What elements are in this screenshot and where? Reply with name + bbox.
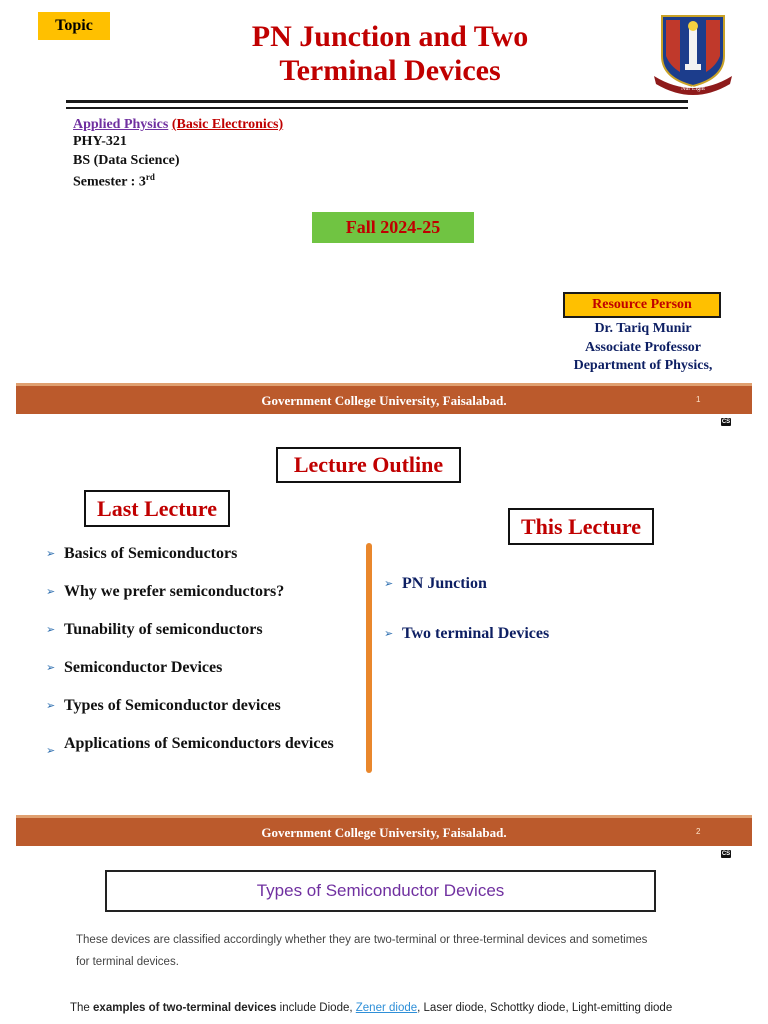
column-divider <box>366 543 372 773</box>
examples-mid: include Diode, <box>279 1002 353 1014</box>
arrow-bullet-icon: ➢ <box>46 699 56 712</box>
slide-title <box>160 20 620 88</box>
examples-bold: examples of two-terminal devices <box>93 1002 277 1014</box>
course-subject <box>73 117 283 133</box>
examples-rest: , Laser diode, Schottky diode, Light-emitting diode <box>417 1002 673 1014</box>
topic-badge: Topic <box>38 12 110 40</box>
semester-text: Semester : 3 <box>73 174 146 190</box>
this-lecture-heading: This Lecture <box>508 508 654 545</box>
title-line-1: PN Junction and Two <box>251 20 529 53</box>
list-item: ➢ Why we prefer semiconductors? <box>46 583 285 600</box>
page-number: 2 <box>696 827 701 836</box>
arrow-bullet-icon: ➢ <box>46 744 56 757</box>
footer-university: Government College University, Faisalabad. <box>261 393 507 408</box>
slide2-footer <box>16 815 752 846</box>
course-code: PHY-321 <box>73 134 127 149</box>
arrow-bullet-icon: ➢ <box>46 623 56 636</box>
examples-prefix: The <box>70 1002 90 1014</box>
paragraph-line-2: for terminal devices. <box>76 956 179 968</box>
page-number: 1 <box>696 395 701 404</box>
list-item: ➢ Types of Semiconductor devices <box>46 697 281 714</box>
list-item: ➢ Applications of Semiconductors devices <box>46 727 346 760</box>
camscanner-icon: CS <box>721 851 731 857</box>
list-item: ➢ Two terminal Devices <box>384 625 550 642</box>
arrow-bullet-icon: ➢ <box>46 585 56 598</box>
title-line-2: Terminal Devices <box>279 54 501 87</box>
lecture-outline-heading: Lecture Outline <box>276 447 461 483</box>
list-item: ➢ Semiconductor Devices <box>46 659 223 676</box>
semester-ordinal: rd <box>145 172 155 182</box>
list-item: ➢ Tunability of semiconductors <box>46 621 263 638</box>
course-program: BS (Data Science) <box>73 153 180 168</box>
title-rule-bottom <box>66 107 688 109</box>
arrow-bullet-icon: ➢ <box>46 547 56 560</box>
footer-university: Government College University, Faisalabad. <box>261 825 507 840</box>
person-title: Associate Professor <box>585 340 701 355</box>
person-name: Dr. Tariq Munir <box>594 321 692 336</box>
last-lecture-list <box>46 544 346 760</box>
arrow-bullet-icon: ➢ <box>384 577 394 590</box>
classification-paragraph <box>76 929 716 973</box>
subject-name: Applied Physics <box>73 117 169 132</box>
this-lecture-list <box>384 574 714 674</box>
logo-motto-text: Nur Light <box>681 86 705 92</box>
title-rule-top <box>66 100 688 103</box>
arrow-bullet-icon: ➢ <box>46 661 56 674</box>
term-badge: Fall 2024-25 <box>312 212 474 243</box>
last-lecture-heading: Last Lecture <box>84 490 230 527</box>
resource-person-badge: Resource Person <box>563 292 721 318</box>
slide1-footer <box>16 383 752 414</box>
examples-paragraph <box>70 1002 760 1014</box>
paragraph-line-1: These devices are classified accordingly whether they are two-terminal or three-terminal devices and sometimes <box>76 934 648 946</box>
list-item: ➢ Basics of Semiconductors <box>46 545 238 562</box>
list-item: ➢ PN Junction <box>384 575 487 592</box>
types-heading: Types of Semiconductor Devices <box>105 870 656 912</box>
university-crest-logo <box>652 12 734 96</box>
person-department: Department of Physics, <box>573 358 713 373</box>
camscanner-icon: CS <box>721 419 731 425</box>
zener-diode-link[interactable]: Zener diode <box>355 1002 418 1014</box>
course-semester <box>73 172 155 191</box>
arrow-bullet-icon: ➢ <box>384 627 394 640</box>
subject-subtitle: (Basic Electronics) <box>171 117 284 132</box>
